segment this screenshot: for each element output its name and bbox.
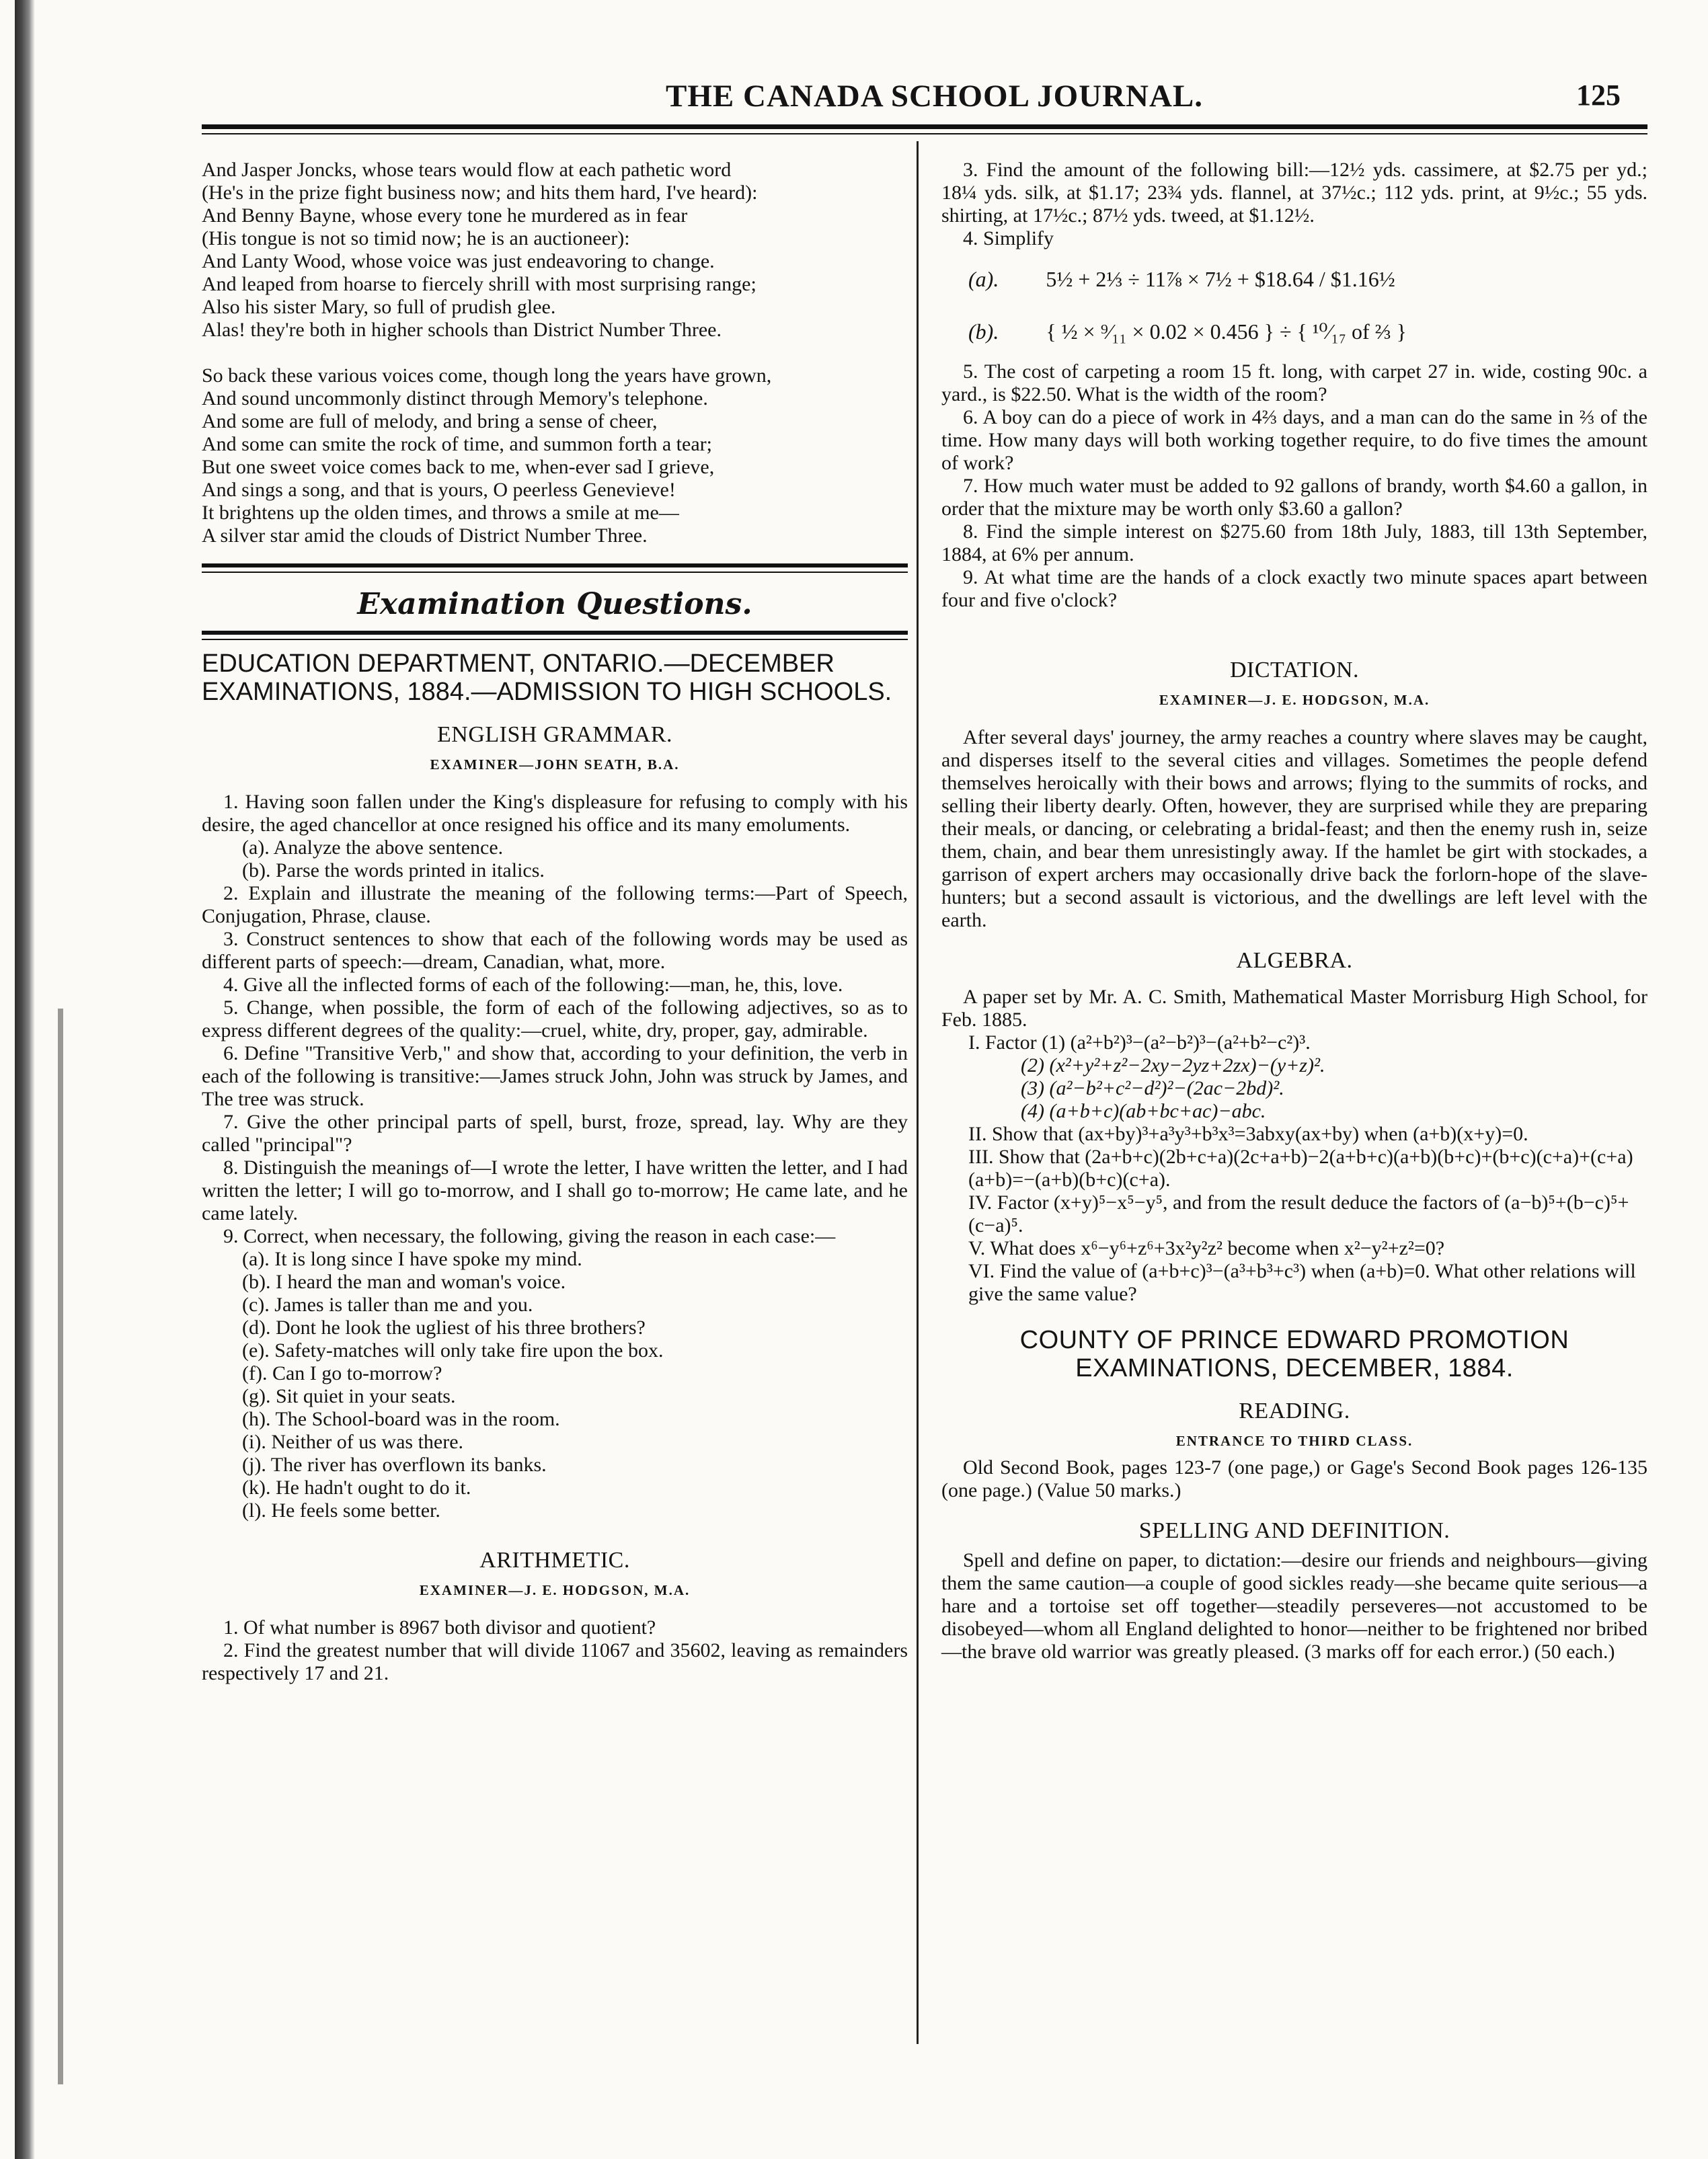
poem-line: So back these various voices come, though long the years have grown, [202, 364, 772, 387]
english-grammar-title: ENGLISH GRAMMAR. [437, 722, 672, 747]
algebra-intro: A paper set by Mr. A. C. Smith, Mathematical Master Morrisburg High School, for Feb. 1885. [941, 986, 1647, 1031]
question: 6. A boy can do a piece of work in 4⅔ days, and a man can do the same in ⅔ of the time. How many days will both working together require, to do five times the amount of work? [941, 406, 1647, 474]
poem-line: It brightens up the olden times, and throws a smile at me— [202, 502, 679, 524]
question: 9. Correct, when necessary, the following, giving the reason in each case:— [223, 1225, 836, 1247]
dictation-examiner: EXAMINER—J. E. HODGSON, M.A. [1159, 692, 1430, 708]
algebra-title: ALGEBRA. [1236, 948, 1353, 973]
section-double-rule [202, 631, 908, 640]
algebra-subpart: (3) (a²−b²+c²−d²)²−(2ac−2bd)². [1021, 1077, 1284, 1099]
education-department-heading: EDUCATION DEPARTMENT, ONTARIO.—DECEMBER EXAMINATIONS, 1884.—ADMISSION TO HIGH SCHOOLS. [202, 650, 892, 706]
algebra-question: II. Show that (ax+by)³+a³y³+b³x³=3abxy(ax+by) when (a+b)(x+y)=0. [968, 1123, 1528, 1145]
county-heading: COUNTY OF PRINCE EDWARD PROMOTION EXAMINATIONS, DECEMBER, 1884. [1019, 1326, 1569, 1382]
header-rule-thin [202, 133, 1647, 134]
algebra-question: IV. Factor (x+y)⁵−x⁵−y⁵, and from the result deduce the factors of (a−b)⁵+(b−c)⁵+(c−a)⁵. [968, 1191, 1629, 1236]
poem-stanza-1 [202, 159, 908, 342]
correction-item: (l). He feels some better. [242, 1499, 440, 1522]
page-header [202, 73, 1641, 120]
question: 5. The cost of carpeting a room 15 ft. long, with carpet 27 in. wide, costing 90c. a yard., is $22.50. What is the width of the room? [941, 360, 1647, 405]
reading-subtitle: ENTRANCE TO THIRD CLASS. [1175, 1433, 1413, 1449]
math-expression-b [941, 308, 1647, 355]
correction-item: (f). Can I go to-morrow? [242, 1362, 442, 1384]
algebra-subpart: (4) (a+b+c)(ab+bc+ac)−abc. [1021, 1100, 1266, 1122]
question: 1. Having soon fallen under the King's displeasure for refusing to comply with his desire, the aged chancellor at once resigned his office and its many emoluments. [202, 791, 908, 836]
spelling-title: SPELLING AND DEFINITION. [1138, 1518, 1450, 1543]
math-expression-a [941, 256, 1647, 303]
question: 9. At what time are the hands of a clock exactly two minute spaces apart between four and five o'clock? [941, 566, 1647, 611]
question-part: (a). Analyze the above sentence. [242, 836, 504, 859]
page-binding-shadow [58, 1009, 63, 2084]
poem-line: (He's in the prize fight business now; and hits them hard, I've heard): [202, 182, 758, 204]
poem-line: (His tongue is not so timid now; he is an auctioneer): [202, 227, 630, 249]
math-label: (a). [968, 267, 999, 291]
header-rule [202, 124, 1647, 129]
correction-item: (d). Dont he look the ugliest of his three brothers? [242, 1317, 646, 1339]
question: 1. Of what number is 8967 both divisor and quotient? [223, 1616, 656, 1639]
math-formula: { ½ × ⁹⁄₁₁ × 0.02 × 0.456 } ÷ { ¹⁰⁄₁₇ of ⅔ } [1046, 319, 1407, 344]
spelling-text: Spell and define on paper, to dictation:—desire our friends and neighbours—giving them the same caution—a couple of good sickles ready—she became quite serious—a hare and a tortoise set off together—steadily perseveres—not accustomed to be disobeyed—whom all England delighted to honor—neither to be frightened nor bribed—the brave old warrior was greatly pleased. (3 marks off for each error.) (50 each.) [941, 1549, 1647, 1663]
poem-line: And some can smite the rock of time, and summon forth a tear; [202, 433, 712, 455]
examination-questions-heading: Examination Questions. [357, 587, 752, 621]
left-column [202, 159, 908, 1685]
page-binding-edge [15, 0, 35, 2159]
poem-line: And leaped from hoarse to fiercely shrill with most surprising range; [202, 273, 756, 295]
question: 3. Construct sentences to show that each of the following words may be used as different parts of speech:—dream, Canadian, what, more. [202, 928, 908, 973]
reading-text: Old Second Book, pages 123-7 (one page,) or Gage's Second Book pages 126-135 (one page.) (Value 50 marks.) [941, 1456, 1647, 1501]
question-part: (b). Parse the words printed in italics. [242, 859, 545, 881]
poem-line: Also his sister Mary, so full of prudish glee. [202, 296, 556, 318]
journal-title: THE CANADA SCHOOL JOURNAL. [666, 79, 1203, 114]
correction-item: (j). The river has overflown its banks. [242, 1454, 547, 1476]
poem-line: And Lanty Wood, whose voice was just endeavoring to change. [202, 250, 715, 272]
arithmetic-title: ARITHMETIC. [479, 1548, 630, 1573]
algebra-question: V. What does x⁶−y⁶+z⁶+3x²y²z² become when x²−y²+z²=0? [968, 1237, 1445, 1259]
column-divider [917, 141, 919, 2044]
algebra-question: III. Show that (2a+b+c)(2b+c+a)(2c+a+b)−2(a+b+c)(a+b)(b+c)+(b+c)(c+a)+(c+a)(a+b)=−(a+b)(b+c)(c+a). [968, 1146, 1633, 1191]
section-double-rule [202, 563, 908, 573]
correction-item: (a). It is long since I have spoke my mind. [242, 1248, 582, 1270]
poem-line: Alas! they're both in higher schools than District Number Three. [202, 319, 722, 341]
arithmetic-examiner: EXAMINER—J. E. HODGSON, M.A. [419, 1582, 691, 1598]
question: 7. How much water must be added to 92 gallons of brandy, worth $4.60 a gallon, in order that the mixture may be worth only $3.60 a gallon? [941, 475, 1647, 520]
grammar-examiner: EXAMINER—JOHN SEATH, B.A. [430, 756, 680, 773]
question: 8. Find the simple interest on $275.60 from 18th July, 1883, till 13th September, 1884, at 6% per annum. [941, 520, 1647, 565]
correction-item: (i). Neither of us was there. [242, 1431, 464, 1453]
dictation-title: DICTATION. [1229, 658, 1360, 682]
poem-line: And sings a song, and that is yours, O peerless Genevieve! [202, 479, 676, 501]
poem-line: And Jasper Joncks, whose tears would flow at each pathetic word [202, 159, 732, 181]
correction-item: (k). He hadn't ought to do it. [242, 1477, 471, 1499]
question: 2. Explain and illustrate the meaning of the following terms:—Part of Speech, Conjugation, Phrase, clause. [202, 882, 908, 927]
question: 6. Define "Transitive Verb," and show that, according to your definition, the verb in each of the following is transitive:—James struck John, John was struck by James, and The tree was struck. [202, 1042, 908, 1110]
poem-stanza-2 [202, 364, 908, 547]
question: 2. Find the greatest number that will divide 11067 and 35602, leaving as remainders respectively 17 and 21. [202, 1639, 908, 1684]
poem-line: But one sweet voice comes back to me, when-ever sad I grieve, [202, 456, 715, 478]
correction-item: (c). James is taller than me and you. [242, 1294, 533, 1316]
algebra-subpart: (2) (x²+y²+z²−2xy−2yz+2zx)−(y+z)². [1021, 1054, 1325, 1076]
dictation-passage: After several days' journey, the army reaches a country where slaves may be caught, and disperses itself to the several cities and villages. Sometimes the people defend themselves heroically with their bows and arrows; flying to the summits of rocks, and selling their liberty dearly. Often, however, they are surprised while they are preparing their meals, or dancing, or celebrating a bridal-feast; and then the enemy rush in, seize them, chain, and bear them unresistingly away. If the hamlet be girt with stockades, a garrison of expert archers may occasionally drive back the forlorn-hope of the slave-hunters; but a second assault is victorious, and the dwellings are left level with the earth. [941, 726, 1647, 931]
question: 7. Give the other principal parts of spell, burst, froze, spread, lay. Why are they called "principal"? [202, 1111, 908, 1156]
algebra-question: VI. Find the value of (a+b+c)³−(a³+b³+c³) when (a+b)=0. What other relations will give the same value? [968, 1260, 1636, 1305]
right-column [941, 159, 1647, 1663]
correction-item: (g). Sit quiet in your seats. [242, 1385, 456, 1407]
algebra-question: I. Factor (1) (a²+b²)³−(a²−b²)³−(a²+b²−c²)³. [968, 1031, 1311, 1054]
question: 8. Distinguish the meanings of—I wrote the letter, I have written the letter, and I had written the letter; I will go to-morrow, and I shall go to-morrow; He came late, and he came lately. [202, 1156, 908, 1224]
poem-line: A silver star amid the clouds of District Number Three. [202, 524, 648, 547]
question: 4. Simplify [963, 227, 1054, 249]
poem-line: And sound uncommonly distinct through Memory's telephone. [202, 387, 708, 409]
poem-line: And Benny Bayne, whose every tone he murdered as in fear [202, 204, 688, 227]
poem-line: And some are full of melody, and bring a sense of cheer, [202, 410, 658, 432]
reading-title: READING. [1239, 1399, 1350, 1423]
math-label: (b). [968, 319, 999, 344]
correction-item: (b). I heard the man and woman's voice. [242, 1271, 566, 1293]
correction-item: (h). The School-board was in the room. [242, 1408, 560, 1430]
correction-item: (e). Safety-matches will only take fire upon the box. [242, 1339, 664, 1362]
question: 3. Find the amount of the following bill:—12½ yds. cassimere, at $2.75 per yd.; 18¼ yds. silk, at $1.17; 23¾ yds. flannel, at 37½c.; 112 yds. print, at 9½c.; 55 yds. shirting, at 17½c.; 87½ yds. tweed, at $1.12½. [941, 159, 1647, 227]
page-number: 125 [1576, 79, 1621, 112]
question: 5. Change, when possible, the form of each of the following adjectives, so as to express different degrees of the quality:—cruel, white, dry, proper, gay, admirable. [202, 996, 908, 1042]
math-formula: 5½ + 2⅓ ÷ 11⅞ × 7½ + $18.64 / $1.16½ [1046, 267, 1395, 291]
question: 4. Give all the inflected forms of each of the following:—man, he, this, love. [223, 974, 843, 996]
